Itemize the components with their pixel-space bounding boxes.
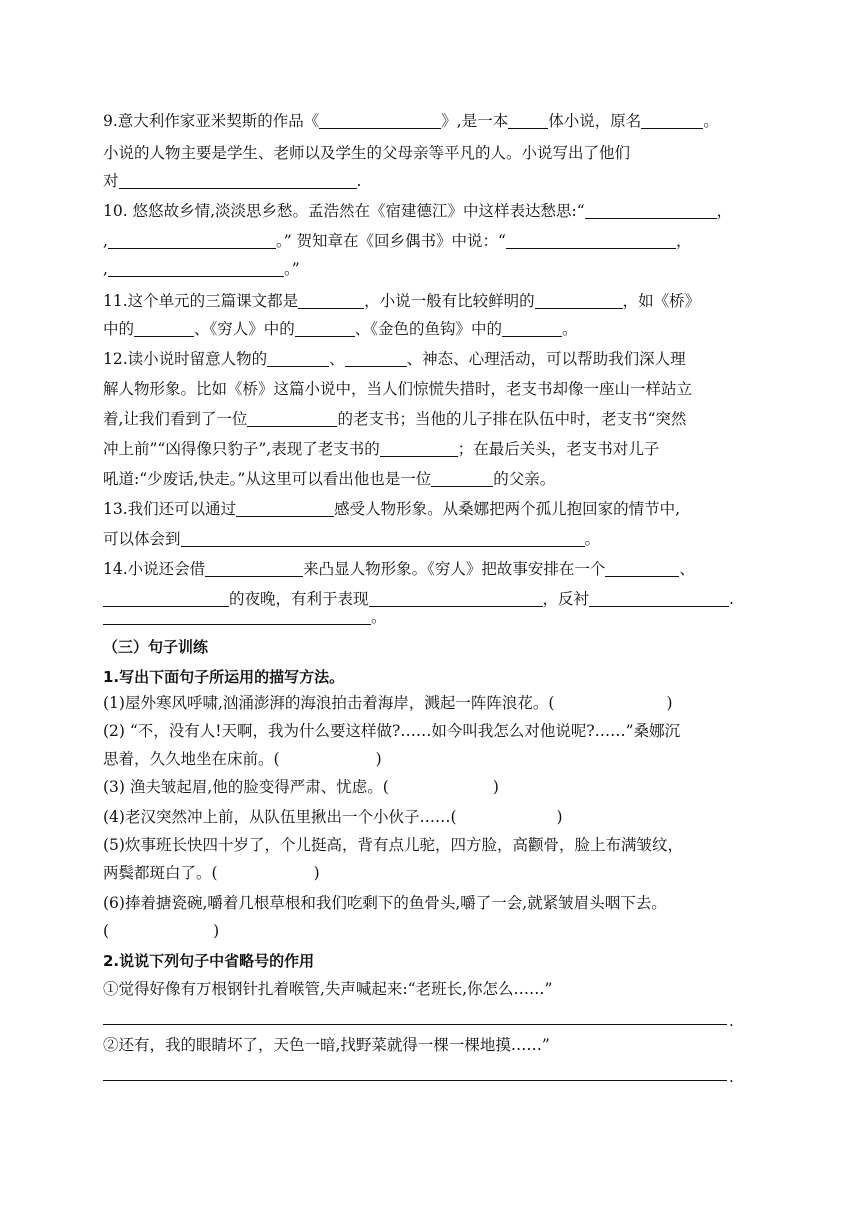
- question-14-line-3: 。: [103, 604, 387, 630]
- question-12-line-4: 冲上前”“凶得像只豹子”,表现了老支书的 ；在最后关头，老支书对儿子: [103, 440, 660, 458]
- answer-blank[interactable]: [431, 470, 493, 487]
- line-end-mark: .: [729, 1068, 734, 1086]
- answer-blank[interactable]: [108, 232, 276, 249]
- answer-line-1[interactable]: [103, 1024, 727, 1025]
- question-12-line-5: 吼道:“少废话,快走。”从这里可以看出他也是一位 的父亲。: [103, 470, 556, 488]
- answer-blank[interactable]: [345, 350, 407, 367]
- sentence-5-line-2: 两鬓都斑白了。( ): [103, 864, 320, 882]
- question-12-line-1: 12.读小说时留意人物的 、 、神态、心理活动，可以帮助我们深人理: [103, 350, 686, 368]
- answer-blank[interactable]: [605, 560, 679, 577]
- answer-blank[interactable]: [247, 410, 337, 427]
- answer-blank[interactable]: [103, 608, 371, 625]
- ellipsis-sentence-2: ②还有，我的眼睛坏了，天色一暗,找野菜就得一棵一棵地摸……”: [103, 1036, 550, 1054]
- question-12-line-2: 解人物形象。比如《桥》这篇小说中，当人们惊慌失措时，老支书却像一座山一样站立: [103, 380, 693, 398]
- answer-blank[interactable]: [369, 590, 543, 607]
- task-1-heading: 1.写出下面句子所运用的描写方法。: [103, 668, 345, 686]
- answer-blank[interactable]: [380, 440, 458, 457]
- answer-blank[interactable]: [267, 350, 329, 367]
- task-2-heading: 2.说说下列句子中省略号的作用: [103, 952, 315, 970]
- sentence-4: (4)老汉突然冲上前，从队伍里揪出一个小伙子……( ): [103, 808, 563, 826]
- answer-blank[interactable]: [119, 172, 357, 189]
- ellipsis-sentence-1: ①觉得好像有万根钢针扎着喉管,失声喊起来:“老班长,你怎么……”: [103, 980, 553, 998]
- sentence-6-line-1: (6)捧着搪瓷碗,嚼着几根草根和我们吃剩下的鱼骨头,嚼了一会,就紧皱眉头咽下去。: [103, 894, 667, 912]
- question-14-line-1: 14.小说还会借 来凸显人物形象。《穷人》把故事安排在一个 、: [103, 560, 695, 578]
- answer-blank[interactable]: [508, 112, 548, 129]
- answer-blank[interactable]: [181, 530, 585, 547]
- answer-blank[interactable]: [641, 112, 703, 129]
- answer-blank[interactable]: [319, 112, 441, 129]
- answer-blank[interactable]: [502, 320, 562, 337]
- question-10-line-3: , 。”: [103, 260, 300, 278]
- sentence-1: (1)屋外寒风呼啸,汹涌澎湃的海浪拍击着海岸，溅起一阵阵浪花。( ): [103, 694, 673, 712]
- question-9-line-1: 9.意大利作家亚米契斯的作品《 》,是一本 体小说，原名 。: [103, 112, 719, 130]
- sentence-2-line-2: 思着，久久地坐在床前。( ): [103, 750, 382, 768]
- sentence-3: (3) 渔夫皱起眉,他的脸变得严肃、忧虑。( ): [103, 778, 499, 796]
- question-10-line-2: , 。” 贺知章在《回乡偶书》中说：“ ，: [103, 232, 692, 250]
- answer-blank[interactable]: [134, 320, 194, 337]
- question-11-line-1: 11.这个单元的三篇课文都是 ，小说一般有比较鲜明的 ，如《桥》: [103, 292, 701, 310]
- answer-blank[interactable]: [236, 500, 334, 517]
- answer-line-2[interactable]: [103, 1080, 727, 1081]
- question-13-line-2: 可以体会到 。: [103, 530, 601, 548]
- answer-blank[interactable]: [295, 320, 355, 337]
- section-heading: （三）句子训练: [103, 638, 209, 656]
- question-10-line-1: 10. 悠悠故乡情,淡淡思乡愁。孟浩然在《宿建德江》中这样表达愁思:“ ，: [103, 202, 733, 220]
- sentence-6-line-2: ( ): [103, 922, 220, 940]
- answer-blank[interactable]: [589, 590, 729, 607]
- question-9-line-3: 对 .: [103, 172, 362, 190]
- answer-blank[interactable]: [205, 560, 303, 577]
- line-end-mark: .: [729, 1012, 734, 1030]
- answer-blank[interactable]: [298, 292, 364, 309]
- sentence-5-line-1: (5)炊事班长快四十岁了，个儿挺高，背有点儿驼，四方脸，高颧骨，脸上布满皱纹，: [103, 836, 683, 854]
- answer-blank[interactable]: [585, 202, 717, 219]
- question-11-line-2: 中的 、《穷人》中的 、《金色的鱼钩》中的 。: [103, 320, 578, 338]
- answer-blank[interactable]: [506, 232, 676, 249]
- question-14-line-2: 的夜晚，有利于表现 ，反衬 .: [103, 586, 734, 612]
- answer-blank[interactable]: [535, 292, 623, 309]
- question-9-line-2: 小说的人物主要是学生、老师以及学生的父母亲等平凡的人。小说写出了他们: [103, 144, 631, 162]
- sentence-2-line-1: (2) “不，没有人!天啊，我为什么要这样做?……如今叫我怎么对他说呢?……”桑娜沉: [103, 722, 681, 740]
- question-12-line-3: 着,让我们看到了一位 的老支书；当他的儿子排在队伍中时，老支书“突然: [103, 410, 687, 428]
- answer-blank[interactable]: [108, 260, 284, 277]
- question-13-line-1: 13.我们还可以通过 感受人物形象。从桑娜把两个孤儿抱回家的情节中,: [103, 500, 681, 518]
